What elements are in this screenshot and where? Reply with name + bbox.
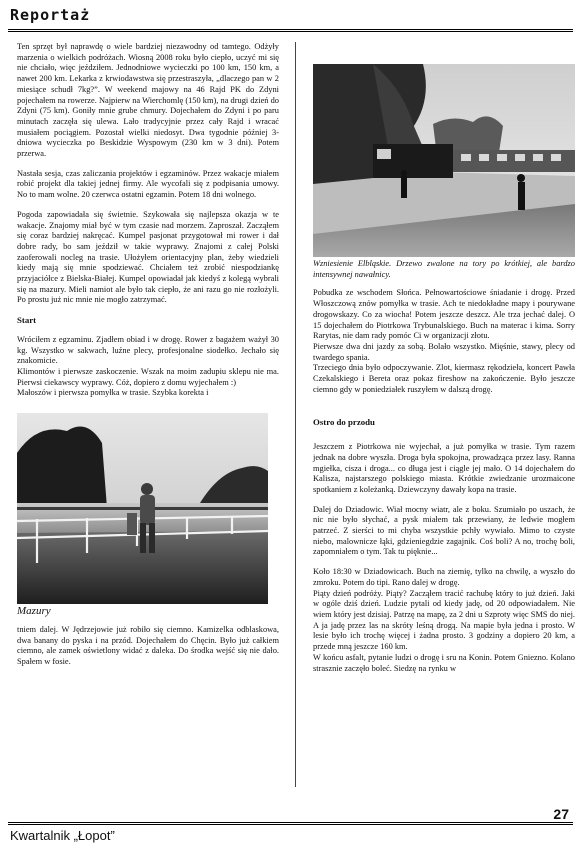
- paragraph: Pobudka ze wschodem Słońca. Pełnowartościowe śniadanie i drogę. Przed Włoszczową znów pomyłka w trasie. Ach te niedokładne mapy i pourywane drogowskazy. Co za wiocha! Potem jeszcze deszcz. Ale trza jechać dalej. O 15 dojechałem do Piotrkowa Trybunalskiego. Buch na materac i kima. Sorry Rarytas, nie dam rady pomóc Ci w organizacji złotu.: [313, 288, 575, 341]
- train-tree-photo: [313, 64, 575, 257]
- right-column: [313, 42, 575, 674]
- paragraph: Klimontów i pierwsze zaskoczenie. Wszak na moim zadupiu sklepu nie ma. Pierwsi ciekawscy wyprawy. Cóż, dopiero z domu wyjechałem :): [17, 366, 279, 387]
- paragraph: tniem dalej. W Jędrzejowie już robiło się ciemno. Kamizelka odblaskowa, dwa banany do pyska i na przód. Dojechałem do Chęcin. Było już całkiem ciemno, ale zamek oświetlony widać z daleka. Do środka wejść się nie dało. Spałem w fosie.: [17, 624, 279, 666]
- column-divider: [295, 42, 296, 787]
- left-column: [17, 42, 279, 677]
- photo-caption: Mazury: [17, 605, 51, 618]
- photo-caption: Wzniesienie Elbląskie. Drzewo zwalone na tory po krótkiej, ale bardzo intensywnej nawałnicy.: [313, 259, 575, 279]
- paragraph: Małoszów i pierwsza pomyłka w trasie. Szybka korekta i: [17, 388, 209, 398]
- paragraph: Jeszczem z Piotrkowa nie wyjechał, a już pomyłka w trasie. Tym razem jednak na dobre wyszła. Droga była spokojna, prowadząca przez lasy. Ranna mgiełka, cisza i droga... co długa jest i ciągle jej mało. O 14 dojechałem do Kalisza, najstarszego polskiego miasta. Krótkie zwiedzanie urozmaicone spotkaniem z koleżanką. Dziewczyny dawały kopa na trasie.: [313, 442, 575, 494]
- section-title: Reportaż: [10, 6, 91, 24]
- lake-pier-photo: [17, 413, 268, 604]
- paragraph: Pogoda zapowiadała się świetnie. Szykowała się najlepsza okazja w te wakacje. Znajomy miał być w tym czasie nad morzem. Zaproszał. Zacząłem się coraz bardziej nakręcać. Kumpel pasjonat przygotował mi rower i dał dobre rady, bo sam jeździł w takie wyprawy. Znajomi z całej Polski zaoferowali nocleg na trasie. Ułożyłem orientacyjny plan, żeby wiedzieli kiedy mają się mnie spodziewać. Chciałem też zrobić niespodziankę przyjaciółce z Bielska-Białej. Kumpel opowiadał jak kiedyś z kolegą wybrali się na mazury. Mieli namiot ale było tak ciepło, że ani razu go nie rozłożyli. Po prostu już nic mnie nie mogło zatrzymać.: [17, 209, 279, 305]
- paragraph: Trzeciego dnia było odpoczywanie. Zlot, kiermasz rękodzieła, koncert Pawła Czekalskiego i Bereta oraz pokaz fireshow na zakończenie. Było jeszcze ciemno gdy w poniedziałek ruszyłem w dalszą drogę.: [313, 363, 575, 394]
- paragraph: Ten sprzęt był naprawdę o wiele bardziej niezawodny od tamtego. Odżyły marzenia o wielkich podróżach. Wiosną 2008 roku było ciepło, uczyć mi się nie chciało, więc jeździłem. Jednodniowe wycieczki po 100 km, 150 km, a nawet 200 km. Lekarka z krwiodawstwa się przestraszyła, „dlaczego pan w 2 miesiące schudł 7kg?”. W weekend majowy na 46 Rajd PK do Zdyni pojechałem na rowerze. Najpierw na Wierchomlę (150 km), na drugi dzień do Zdyni (75 km). Goniły mnie grube chmury. Dojechałem do Zdyni i po paru minutach zaczęła się ulewa. Lało tradycyjnie przez cały Rajd i wracać musiałem pociągiem. Pozostał wielki niedosyt. Dwa tygodnie później 3-dniowa wycieczka po Beskidzie Wyspowym (230 km w 3 dni). Potem przerwa.: [17, 42, 279, 159]
- photo-mazury: [17, 413, 268, 604]
- paragraph: Koło 18:30 w Dziadowicach. Buch na ziemię, tylko na chwilę, a wyszło do zmroku. Potem do tipi. Rano dalej w drogę.: [313, 567, 575, 587]
- magazine-name: Kwartalnik „Łopot”: [10, 828, 115, 843]
- photo-train: [313, 64, 575, 257]
- page-number: 27: [553, 806, 569, 822]
- paragraph: Nastała sesja, czas zaliczania projektów i egzaminów. Przez wakacje miałem robić projekt dla takiej jednej firmy. Ale wycofali się z podpisania umowy. No to mam wolne. 20 czerwca ostatni egzamin. Potem 18 dni wolnego.: [17, 168, 279, 200]
- paragraph: Dalej do Dziadowic. Wiał mocny wiatr, ale z boku. Szumiało po uszach, że nic nie było słychać, a pysk miałem tak przewiany, że ledwie mogłem patrzeć. Z sierści to mi chyba wszystkie pchły wywiało. Mimo to czyste niebo, malownicze łąki, gdzieniegdzie zagajnik. Coś boli? A no, trochę boli, zapomniałem o tym. Tak tu pięknie...: [313, 504, 575, 557]
- paragraph: Piąty dzień podróży. Piąty? Zacząłem tracić rachubę który to już dzień. Jaki w ogóle dziś dzień. Ludzie pytali od kiedy jadę, od 20 odpowiadałem. Nie wiem który jest dzisiaj. Patrzę na mapę, za 2 dni u Szproty więc SMS do niej. A ja jadę przez las na skróty leśną drogą. Na mapie była jedna i prosto. W lesie było ich trochę więcej i żadna prosto. 3 godziny a dopiero 20 km, a przede mną jeszcze 160 km.: [313, 588, 575, 652]
- paragraph: W końcu asfalt, pytanie ludzi o drogę i sru na Konin. Potem Gniezno. Kolano strasznie zaczęło boleć. Siedzę na rynku w: [313, 652, 575, 673]
- section-heading-start: Start: [17, 315, 37, 326]
- paragraph: Wróciłem z egzaminu. Zjadłem obiad i w drogę. Rower z bagażem ważył 30 kg. Wszystko w sakwach, luźne plecy, profesjonalne siodełko. Jechało się znakomicie.: [17, 334, 279, 366]
- header-divider: [8, 29, 573, 32]
- footer-divider: [8, 822, 573, 825]
- paragraph: Pierwsze dwa dni jazdy za sobą. Bolało wszystko. Mięśnie, stawy, plecy od twardego spania.: [313, 341, 575, 362]
- section-heading-ostro: Ostro do przodu: [313, 417, 375, 428]
